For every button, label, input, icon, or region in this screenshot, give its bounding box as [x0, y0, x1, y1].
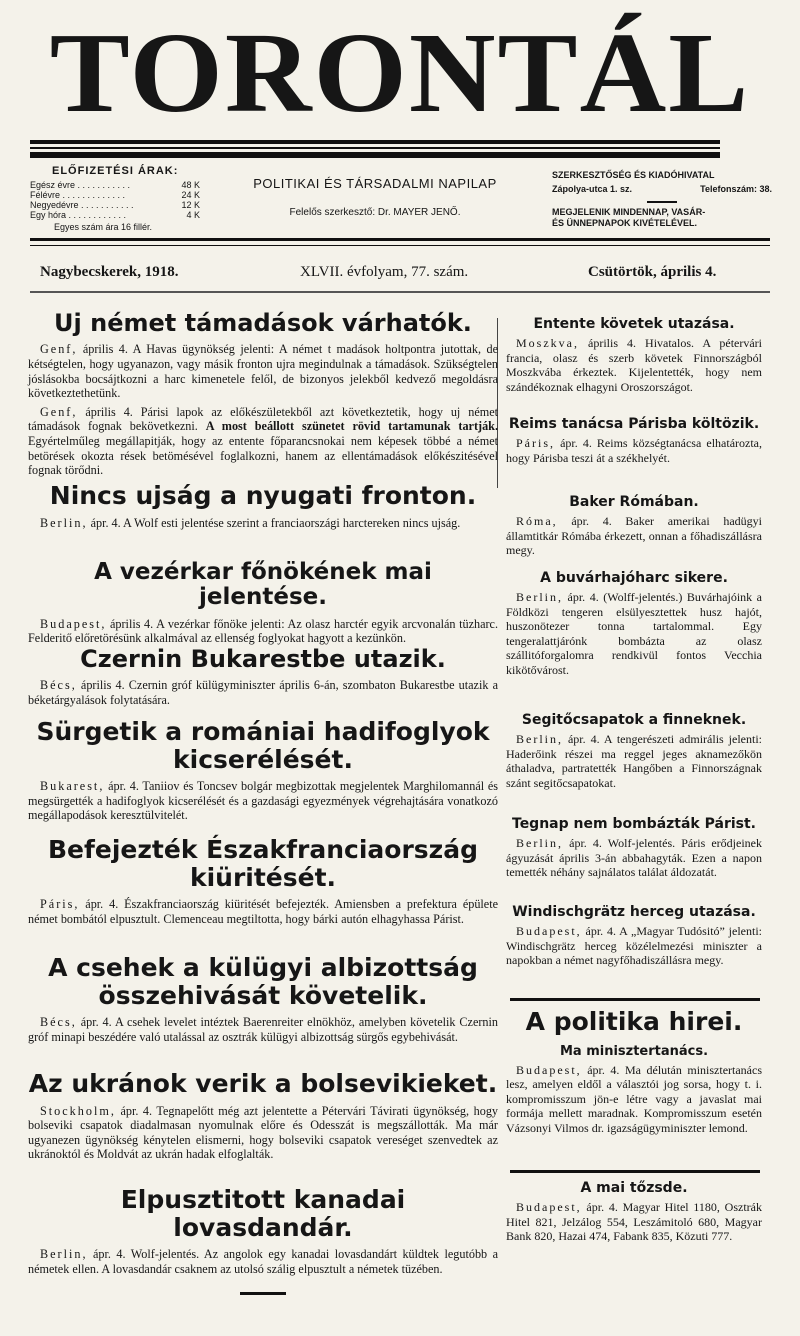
text: április 4. A Havas ügynökség jelenti: A német t madások holtpontra jutottak, de kétségtelen, hogy ugyanazon, vagy másik fronton ujra megindulnak a támadások. Szükségtelen jóslásokba bocsájtkozni a harc kimenetele felől, de bizonyos jelekből kedvező megoldásra következtethetünk. [28, 342, 498, 401]
article-body [28, 1247, 498, 1276]
price-value: 4 K [186, 210, 200, 220]
office-contact [552, 184, 772, 195]
side-headline: Segitőcsapatok a finneknek. [521, 712, 747, 728]
place: Bukarest, [40, 779, 105, 793]
headline: A vezérkar főnökének mai jelentése. [94, 559, 432, 611]
end-rule [240, 1292, 286, 1295]
subscription-prices [30, 166, 200, 232]
place: Genf, [40, 342, 78, 357]
schedule-line: ÉS ÜNNEPNAPOK KIVÉTELÉVEL. [552, 218, 698, 228]
place: Budapest, [40, 616, 107, 631]
subscription-title: ELŐFIZETÉSI ÁRAK: [52, 165, 179, 177]
side-article [506, 816, 762, 880]
masthead-rule-bottom [30, 152, 720, 158]
article-body [28, 1015, 498, 1044]
text: ápr. 4. A tengerészeti admirális jelenti: Haderőink részei ma reggel jeges aknamezőkön áthaladva, partratették Hangőben a Finnországnak szánt segitőcsapatokat. [506, 732, 762, 790]
side-article [506, 494, 762, 558]
side-article [506, 1180, 762, 1244]
price-label: Egész évre . . . . . . . . . . . [30, 180, 131, 190]
side-headline: A buvárhajóharc sikere. [540, 570, 728, 586]
text: ápr. 4. Reims községtanácsa elhatározta, hogy Párisba teszi át a székhelyét. [506, 436, 763, 465]
headline: Az ukránok verik a bolsevikieket. [28, 1069, 498, 1098]
office-address: Zápolya-utca 1. sz. [552, 184, 633, 194]
article-body [28, 516, 498, 531]
office-title: SZERKESZTŐSÉG ÉS KIADÓHIVATAL [552, 170, 715, 180]
place: Páris, [40, 897, 80, 911]
side-headline: Entente követek utazása. [533, 316, 735, 332]
text: ápr. 4. A csehek levelet intéztek Baerenreiter elnökhöz, amelyben követelik Czernin gróf minapi beszédére való utalással az osztrák külügyi albizottság sürgős egybehivását. [28, 1015, 498, 1044]
side-headline: Ma minisztertanács. [559, 1043, 709, 1059]
place: Stockholm, [40, 1103, 116, 1118]
article-body [28, 342, 498, 400]
single-copy-price: Egyes szám ára 16 fillér. [54, 222, 153, 232]
place: Bécs, [40, 1015, 77, 1029]
price-value: 24 K [181, 190, 200, 200]
text: ápr. 4. Északfranciaország kiüritését befejezték. Amiensben a prefektura épülete német bombától elpusztult. Clemenceau megtiltotta, hogy bárki autón elhagyhassa Párist. [28, 897, 499, 926]
section-title: A politika hirei. [525, 1007, 743, 1036]
place: Berlin, [516, 732, 563, 746]
side-headline: Tegnap nem bombázták Párist. [512, 816, 756, 832]
side-headline: A mai tőzsde. [580, 1180, 688, 1196]
side-body [506, 436, 762, 465]
headline: Nincs ujság a nyugati fronton. [49, 481, 477, 510]
place: Berlin, [40, 515, 88, 530]
schedule-line: MEGJELENIK MINDENNAP, VASÁR- [552, 207, 706, 217]
headline: Sürgetik a romániai hadifoglyok kicserélését. [36, 717, 490, 774]
article [28, 560, 498, 646]
article [28, 1186, 498, 1295]
text: ápr. 4. Taniiov és Toncsev bolgár megbizottak megjelentek Marghilomannál és megsürgették a hadifoglyok kicserélését és a gazdasági egyezmények végrehajtására vonatkozó megállapodások keresztülvitelét. [28, 779, 499, 823]
side-headline: Baker Rómában. [569, 494, 699, 510]
dateline-day: Csütörtök, április 4. [588, 264, 717, 280]
article [28, 954, 498, 1044]
place: Berlin, [40, 1247, 88, 1261]
divider [647, 201, 677, 203]
price-value: 12 K [181, 200, 200, 210]
masthead-right [552, 170, 772, 229]
side-article [506, 712, 762, 790]
section-rule [510, 998, 760, 1001]
place: Budapest, [516, 1200, 582, 1214]
dateline-volume: XLVII. évfolyam, 77. szám. [300, 264, 469, 280]
side-article [506, 570, 762, 678]
place: Páris, [516, 436, 555, 450]
price-row [30, 200, 200, 210]
politics-section [506, 1008, 762, 1135]
price-value: 48 K [181, 180, 200, 190]
text: ápr. 4. A Wolf esti jelentése szerint a franciaországi harctereken nincs ujság. [90, 515, 461, 530]
article-body [28, 678, 498, 707]
place: Róma, [516, 514, 558, 528]
article [28, 1070, 498, 1162]
place: Budapest, [516, 1062, 582, 1077]
place: Moszkva, [516, 336, 579, 350]
side-body [506, 1063, 762, 1136]
dateline-rule [30, 291, 770, 293]
side-body [506, 836, 762, 880]
text: április 4. Párisi lapok az előkészületekből azt következtetik, hogy uj német támadások fognak bekövetkezni. [28, 404, 498, 434]
text: ápr. 4. Baker amerikai hadügyi államtitkár Rómába érkezett, onnan a főhadiszállásra megy. [506, 514, 763, 558]
editor-line: Felelős szerkesztő: Dr. MAYER JENŐ. [289, 207, 461, 218]
masthead-title: TORONTÁL [49, 9, 751, 136]
headline: Czernin Bukarestbe utazik. [80, 645, 446, 673]
text: ápr. 4. Ma délután minisztertanács lesz, amelyen eldől a választói jog sorsa, hogy t. i. kompromisszum jön-e létre vagy a javaslat mai formája mellett maradnak. Kompromisszum esetén Vázsonyi Vilmos dr. igazságügyminiszter lemond. [506, 1062, 762, 1135]
price-row [30, 180, 200, 190]
article-body [28, 405, 498, 478]
article-body [28, 897, 498, 926]
headline: Befejezték Északfranciaország kiüritését. [48, 835, 478, 892]
article [28, 718, 498, 823]
text: ápr. 4. (Wolff-jelentés.) Buvárhajóink a Földközi tengeren elsülyesztettek husz hajót, huszonötezer tonna tartalommal. Egy tengeralattjárónk bombázta az olasz szállitóforgalomra rendkivül fontos Vecchia kikötővárost. [506, 590, 762, 677]
bold-text: A most beállott szünetet rövid tartamunak tartják. [205, 419, 498, 434]
text: ápr. 4. Wolf-jelentés. Páris erődjeinek ágyuzását április 3-án abbahagyták. Ezen a napon temették néhány sajnálatos találat áldozatát. [506, 836, 763, 880]
article-body [28, 779, 498, 823]
side-article [506, 904, 762, 968]
price-label: Félévre . . . . . . . . . . . . . [30, 190, 126, 200]
side-body [506, 336, 762, 394]
place: Genf, [40, 404, 78, 419]
section-rule [510, 1170, 760, 1173]
place: Budapest, [516, 924, 582, 938]
text: Egyértelműleg megállapitják, hogy az entente főparancsnokai nem képesek többé a német betörések okozta rések betömésével foglalkozni, hanem az ellentámadások előkészitésével fognak törődni. [28, 433, 498, 478]
article-body [28, 617, 498, 646]
headline: A csehek a külügyi albizottság összehivását követelik. [48, 953, 478, 1010]
article [28, 646, 498, 708]
text: ápr. 4. Tegnapelőtt még azt jelentette a Pétervári Távirati ügynökség, hogy bolseviki csapatok diadalmasan nyomulnak előre és Odesszát is megszállották. Ma már ugyanezen ügynökség kénytelen elismerni, hogy bolseviki csapatok vereséget szenvedtek az ukránoktól és Moldvát az ukrán hadak elfoglalták. [28, 1103, 499, 1162]
side-body [506, 732, 762, 790]
text: április 4. A vezérkar főnöke jelenti: Az olasz harctér egyik arcvonalán tüzharc. Felderitő előretörésünk alkalmával az ellenség foglyokat hagyott a kezünkön. [28, 616, 498, 646]
place: Bécs, [40, 678, 77, 693]
headline: Elpusztitott kanadai lovasdandár. [120, 1185, 406, 1242]
side-body [506, 590, 762, 678]
side-article [506, 416, 762, 465]
side-body [506, 514, 762, 558]
article [28, 836, 498, 926]
side-headline: Windischgrätz herceg utazása. [512, 904, 756, 920]
masthead-rule-mid [30, 147, 720, 149]
side-body [506, 1200, 762, 1244]
price-row [30, 190, 200, 200]
article [28, 482, 498, 530]
price-row [30, 210, 200, 220]
dateline-place: Nagybecskerek, 1918. [40, 264, 179, 280]
article [28, 310, 498, 478]
place: Berlin, [516, 590, 563, 604]
header-rule-thin [30, 245, 770, 246]
text: ápr. 4. Magyar Hitel 1180, Osztrák Hitel 821, Jelzálog 554, Leszámitoló 680, Magyar Bank 820, Hazai 474, Fabank 835, Közuti 777. [506, 1200, 762, 1244]
masthead-center [230, 176, 520, 218]
price-label: Egy hóra . . . . . . . . . . . . [30, 210, 127, 220]
headline: Uj német támadások várhatók. [54, 309, 472, 337]
article-body [28, 1104, 498, 1162]
text: ápr. 4. A „Magyar Tudósitó” jelenti: Windischgrätz herceg közélelmezési miniszter a napokban a német nagyfőhadiszállásra megy. [506, 924, 763, 968]
masthead-rule-top [30, 140, 720, 144]
header-rule [30, 238, 770, 241]
side-article [506, 316, 762, 394]
text: április 4. Czernin gróf külügyminiszter április 6-án, szombaton Bukarestbe utazik a béketárgyalások folytatására. [28, 678, 499, 707]
office-phone: Telefonszám: 38. [700, 184, 772, 194]
price-label: Negyedévre . . . . . . . . . . . [30, 200, 134, 210]
text: ápr. 4. Wolf-jelentés. Az angolok egy kanadai lovasdandárt küldtek legutóbb a németek ellen. A lovasdandár csaknem az utolsó szálig elpusztult a németek tüzében. [28, 1247, 499, 1276]
side-headline: Reims tanácsa Párisba költözik. [508, 416, 760, 432]
text: április 4. Hivatalos. A pétervári francia, olasz és szerb követek Finnországból Moszkvába érkeztek. Kijelentették, hogy nem szándékoznak elhagyni Oroszországot. [506, 336, 763, 394]
side-body [506, 924, 762, 968]
tagline: POLITIKAI ÉS TÁRSADALMI NAPILAP [253, 176, 497, 191]
place: Berlin, [516, 836, 563, 850]
